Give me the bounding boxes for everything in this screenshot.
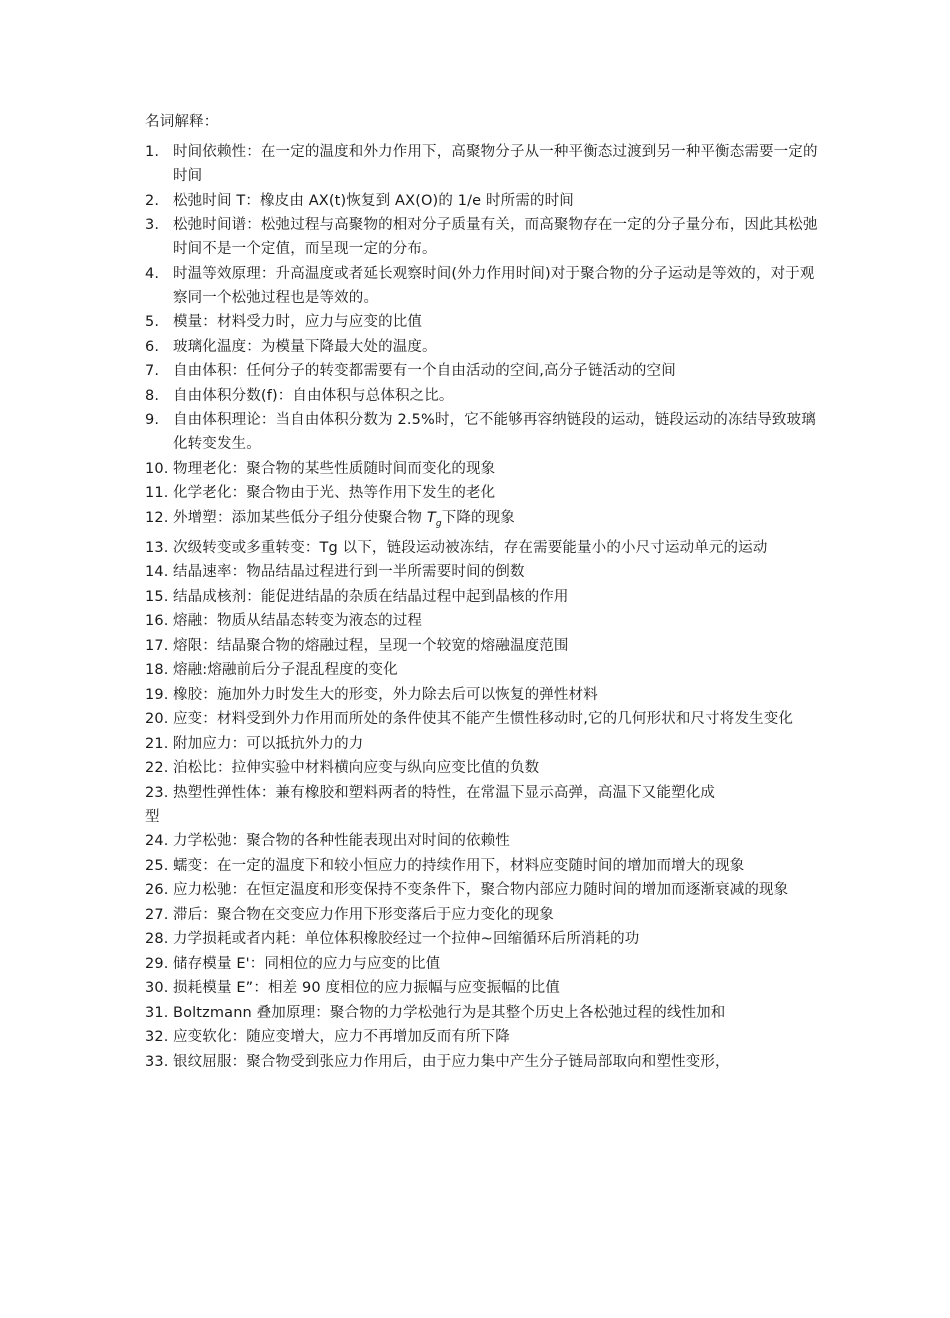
- item-number: 26.: [145, 882, 169, 899]
- item-text: 自由体积分数(f)：自由体积与总体积之比。: [173, 387, 454, 404]
- item-text-line2: 型: [145, 808, 160, 825]
- list-item: [145, 140, 825, 188]
- item-number: 16.: [145, 613, 169, 630]
- tg-symbol: [426, 509, 442, 529]
- item-number: 29.: [145, 955, 169, 972]
- list-item: [145, 732, 825, 756]
- item-text: 储存模量 E'：同相位的应力与应变的比值: [173, 955, 441, 972]
- item-number: 5.: [145, 314, 160, 330]
- list-item: [145, 683, 825, 707]
- list-item: [145, 310, 825, 334]
- list-item: [145, 829, 825, 853]
- item-number: 28.: [145, 931, 169, 948]
- item-text: 玻璃化温度：为模量下降最大处的温度。: [173, 338, 437, 355]
- item-text: 力学松弛：聚合物的各种性能表现出对时间的依赖性: [173, 833, 510, 850]
- item-number: 6.: [145, 338, 160, 355]
- item-number: 23.: [145, 784, 169, 801]
- list-item: [145, 854, 825, 878]
- item-number: 1.: [145, 144, 160, 160]
- list-item: [145, 976, 825, 1000]
- item-text: 应力松驰：在恒定温度和形变保持不变条件下，聚合物内部应力随时间的增加而逐渐衰减的现象: [173, 882, 789, 899]
- definitions-list: [145, 140, 825, 1074]
- item-text: 自由体积：任何分子的转变都需要有一个自由活动的空间,高分子链活动的空间: [173, 363, 676, 379]
- item-number: 30.: [145, 980, 169, 997]
- item-text: 结晶速率：物品结晶过程进行到一半所需要时间的倒数: [173, 564, 525, 581]
- list-item: [145, 1050, 825, 1074]
- list-item: [145, 878, 825, 902]
- item-text: 熔限：结晶聚合物的熔融过程，呈现一个较宽的熔融温度范围: [173, 637, 569, 654]
- item-number: 25.: [145, 857, 169, 874]
- item-number: 3.: [145, 217, 160, 233]
- list-item: [145, 756, 825, 780]
- list-item: [145, 408, 825, 456]
- item-text-line1: 热塑性弹性体：兼有橡胶和塑料两者的特性，在常温下显示高弹，高温下又能塑化成: [173, 784, 716, 801]
- item-number: 19.: [145, 686, 169, 703]
- list-item: [145, 384, 825, 408]
- item-text: 时间依赖性：在一定的温度和外力作用下，高聚物分子从一种平衡态过渡到另一种平衡态需要一定的时间: [173, 144, 818, 184]
- item-text: Boltzmann 叠加原理：聚合物的力学松弛行为是其整个历史上各松弛过程的线性加和: [173, 1004, 726, 1021]
- item-number: 2.: [145, 192, 160, 209]
- item-text-after: 下降的现象: [441, 509, 515, 526]
- item-text: 泊松比：拉伸实验中材料横向应变与纵向应变比值的负数: [173, 760, 540, 777]
- item-text: 熔融:熔融前后分子混乱程度的变化: [173, 662, 398, 679]
- list-item: [145, 1025, 825, 1049]
- list-item: [145, 585, 825, 609]
- item-text: 损耗模量 E”：相差 90 度相位的应力振幅与应变振幅的比值: [173, 980, 560, 997]
- list-item: [145, 1001, 825, 1025]
- list-item: [145, 609, 825, 633]
- list-item: [145, 536, 825, 560]
- list-item: [145, 359, 825, 383]
- tg-symbol-subscript: g: [435, 518, 442, 529]
- item-text: 力学损耗或者内耗：单位体积橡胶经过一个拉伸~回缩循环后所消耗的功: [173, 931, 640, 948]
- item-number: 8.: [145, 387, 160, 404]
- item-text: 松弛时间谱：松弛过程与高聚物的相对分子质量有关，而高聚物存在一定的分子量分布，因此其松弛时间不是一个定值，而呈现一定的分布。: [173, 217, 818, 257]
- item-text: 次级转变或多重转变：Tg 以下，链段运动被冻结，存在需要能量小的小尺寸运动单元的运动: [173, 539, 768, 556]
- item-text: 模量：材料受力时，应力与应变的比值: [173, 314, 423, 330]
- item-number: 4.: [145, 265, 160, 282]
- list-item: [145, 189, 825, 213]
- list-item: [145, 903, 825, 927]
- item-number: 18.: [145, 662, 169, 679]
- list-item: [145, 262, 825, 310]
- item-number: 21.: [145, 735, 169, 752]
- item-number: 7.: [145, 363, 160, 379]
- item-text: 化学老化：聚合物由于光、热等作用下发生的老化: [173, 485, 496, 501]
- item-number: 11.: [145, 485, 169, 501]
- list-item: [145, 506, 825, 536]
- item-text: 结晶成核剂：能促进结晶的杂质在结晶过程中起到晶核的作用: [173, 588, 569, 605]
- item-text: 银纹屈服：聚合物受到张应力作用后，由于应力集中产生分子链局部取向和塑性变形，: [173, 1053, 730, 1070]
- list-item: [145, 927, 825, 951]
- list-item: [145, 457, 825, 481]
- item-number: 22.: [145, 760, 169, 777]
- item-number: 9.: [145, 412, 160, 428]
- item-text: 熔融：物质从结晶态转变为液态的过程: [173, 613, 423, 630]
- item-text: 蠕变：在一定的温度下和较小恒应力的持续作用下，材料应变随时间的增加而增大的现象: [173, 857, 745, 874]
- item-number: 31.: [145, 1004, 169, 1021]
- item-text-before: 外增塑：添加某些低分子组分使聚合物: [173, 509, 427, 526]
- item-number: 27.: [145, 906, 169, 923]
- item-number: 24.: [145, 833, 169, 850]
- item-number: 12.: [145, 509, 169, 526]
- item-text: 应变软化：随应变增大，应力不再增加反而有所下降: [173, 1029, 510, 1046]
- list-item: [145, 952, 825, 976]
- list-item: [145, 335, 825, 359]
- item-number: 10.: [145, 460, 169, 477]
- item-text: 松弛时间 T：橡皮由 AX(t)恢复到 AX(O)的 1/e 时所需的时间: [173, 192, 574, 209]
- item-number: 14.: [145, 564, 169, 581]
- item-text: 附加应力：可以抵抗外力的力: [173, 735, 364, 752]
- item-text: 时温等效原理：升高温度或者延长观察时间(外力作用时间)对于聚合物的分子运动是等效的，对于观察同一个松弛过程也是等效的。: [173, 265, 815, 306]
- list-item: [145, 658, 825, 682]
- item-text: 自由体积理论：当自由体积分数为 2.5%时，它不能够再容纳链段的运动，链段运动的冻结导致玻璃化转变发生。: [173, 412, 816, 452]
- list-item: [145, 634, 825, 658]
- item-number: 20.: [145, 711, 169, 728]
- item-number: 33.: [145, 1053, 169, 1070]
- section-heading: 名词解释：: [145, 114, 219, 130]
- item-number: 32.: [145, 1029, 169, 1046]
- item-number: 15.: [145, 588, 169, 605]
- list-item: [145, 781, 825, 829]
- list-item: [145, 481, 825, 505]
- item-text: 橡胶：施加外力时发生大的形变，外力除去后可以恢复的弹性材料: [173, 686, 598, 703]
- item-text: 滞后：聚合物在交变应力作用下形变落后于应力变化的现象: [173, 906, 554, 923]
- item-text: 物理老化：聚合物的某些性质随时间而变化的现象: [173, 460, 496, 477]
- list-item: [145, 707, 825, 731]
- item-number: 17.: [145, 637, 169, 654]
- item-number: 13.: [145, 539, 169, 556]
- item-text: 应变：材料受到外力作用而所处的条件使其不能产生惯性移动时,它的几何形状和尺寸将发生变化: [173, 711, 794, 728]
- list-item: [145, 213, 825, 261]
- tg-symbol-letter: T: [426, 509, 436, 526]
- list-item: [145, 560, 825, 584]
